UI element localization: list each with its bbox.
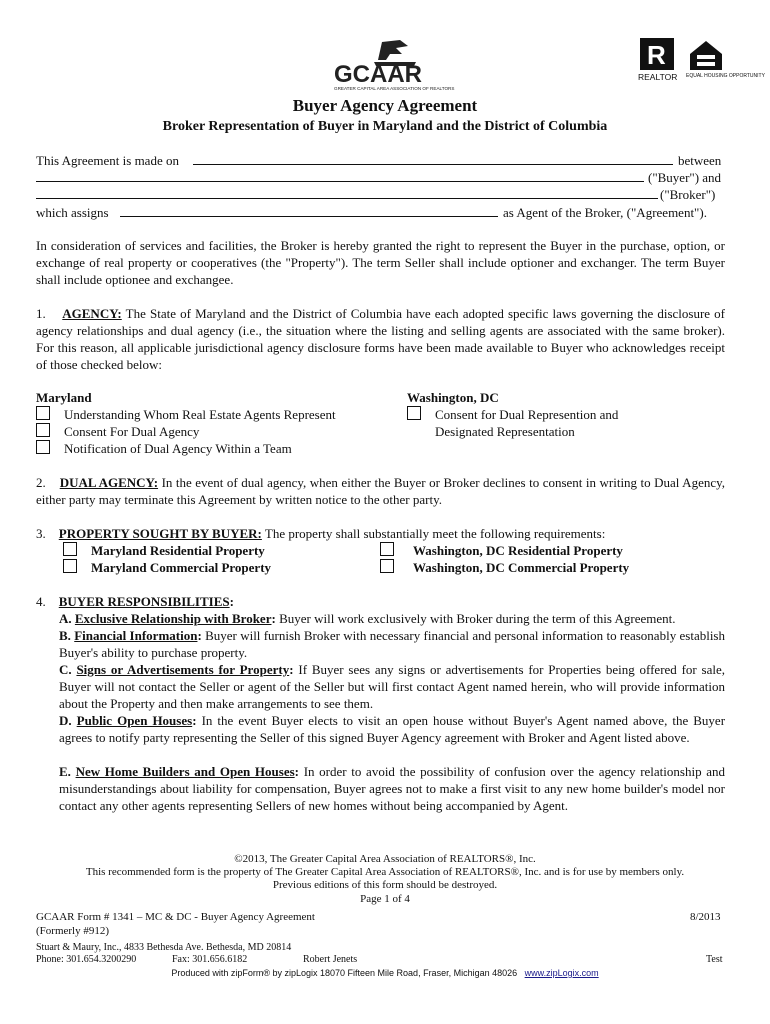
item-text: If Buyer sees any signs or advertisements for Properties being offered for sale, Buyer will not contact the Seller or agent of the Seller but will first contact Agent named herein, who will provide information about the Property and then make arrangements to see them.	[59, 662, 726, 711]
checkbox-md-understanding[interactable]	[36, 406, 50, 420]
section-text: In the event of dual agency, when either the Buyer or Broker declines to consent in writing to Dual Agency, either party may terminate this Agreement by written notice to the other party.	[36, 475, 726, 507]
buyer-name-field[interactable]	[36, 181, 644, 182]
office-phone: Phone: 301.654.3200290	[36, 954, 137, 965]
footer-copyright: ©2013, The Greater Capital Area Association of REALTORS®, Inc.	[234, 853, 536, 865]
responsibility-item-c: C. Signs or Advertisements for Property: If Buyer sees any signs or advertisements for Properties being offered for sale, Buyer will not contact the Seller or agent of the Seller but will first contact Agent named herein, who will provide information about the Property and then make arrangements to see them.	[59, 662, 726, 711]
item-title: Exclusive Relationship with Broker	[74, 611, 272, 626]
broker-name-field[interactable]	[36, 198, 658, 199]
checkbox-dc-commercial[interactable]	[380, 559, 394, 573]
maryland-heading: Maryland	[36, 390, 92, 405]
checkbox-dc-residential[interactable]	[380, 542, 394, 556]
md-disclosure-label: Notification of Dual Agency Within a Team	[64, 441, 292, 456]
section-heading: PROPERTY SOUGHT BY BUYER:	[58, 526, 262, 541]
item-text: In the event Buyer elects to visit an open house without Buyer's Agent named above, the Buyer agrees to notify party representing the Seller of this signed Buyer Agency agreement with Broker and Agent listed above.	[59, 713, 726, 745]
section-heading-colon: :	[229, 594, 234, 609]
dc-heading: Washington, DC	[407, 390, 499, 405]
section-buyer-responsibilities	[36, 593, 234, 610]
office-fax: Fax: 301.656.6182	[172, 954, 248, 965]
footer-property-notice: This recommended form is the property of The Greater Capital Area Association of REALTORS®, Inc. and is for use by members only.	[85, 866, 685, 878]
checkbox-md-residential[interactable]	[63, 542, 77, 556]
responsibility-item-a: A. Exclusive Relationship with Broker: Buyer will work exclusively with Broker during the term of this Agreement.	[59, 611, 676, 626]
property-option-label: Washington, DC Commercial Property	[413, 560, 630, 575]
checkbox-md-commercial[interactable]	[63, 559, 77, 573]
made-on-label: This Agreement is made on	[36, 153, 179, 168]
agent-name: Robert Jenets	[303, 954, 358, 965]
agent-name-field[interactable]	[120, 216, 498, 217]
footer-previous-editions: Previous editions of this form should be destroyed.	[272, 879, 498, 891]
section-number: 3.	[36, 526, 46, 541]
equal-housing-logo	[686, 38, 765, 84]
as-agent-label: as Agent of the Broker, ("Agreement").	[503, 205, 707, 220]
which-assigns-label: which assigns	[36, 205, 109, 220]
realtor-logo	[638, 38, 678, 82]
property-option-label: Washington, DC Residential Property	[413, 543, 623, 558]
section-text: The State of Maryland and the District of Columbia have each adopted specific laws governing the disclosure of agency relationships and dual agency (i.e., the situation where the listing and selling agents are associated with the same broker). For this reason, all applicable jurisdictional agency disclosure forms have been made available to Buyer who acknowledges receipt of those checked below:	[36, 306, 726, 372]
item-letter: D.	[59, 713, 72, 728]
md-disclosure-label: Understanding Whom Real Estate Agents Represent	[64, 407, 336, 422]
form-formerly: (Formerly #912)	[36, 925, 110, 937]
buyer-label: ("Buyer") and	[648, 170, 722, 185]
item-title: Public Open Houses	[76, 713, 193, 728]
section-number: 2.	[36, 475, 46, 490]
item-letter: C.	[59, 662, 72, 677]
produced-text: Produced with zipForm® by zipLogix 18070 Fifteen Mile Road, Fraser, Michigan 48026	[171, 968, 518, 978]
item-text: Buyer will work exclusively with Broker during the term of this Agreement.	[279, 611, 676, 626]
item-letter: E.	[59, 764, 71, 779]
section-dual-agency	[36, 474, 725, 508]
item-letter: B.	[59, 628, 71, 643]
checkbox-md-consent[interactable]	[36, 423, 50, 437]
property-option-label: Maryland Residential Property	[91, 543, 265, 558]
responsibility-item-e: E. New Home Builders and Open Houses: In order to avoid the possibility of confusion over the agency relationship and misunderstandings about liability for compensation, Buyer agrees not to make a first visit to any new home builder's model nor contact any other agents representing Sellers of new homes without being accompanied by Agent.	[59, 764, 726, 813]
section-number: 1.	[36, 306, 46, 321]
section-heading: DUAL AGENCY:	[59, 475, 159, 490]
item-letter: A.	[59, 611, 72, 626]
gcaar-logo-text: GCAAR	[334, 61, 422, 88]
section-text: The property shall substantially meet the following requirements:	[264, 526, 606, 541]
item-text: Buyer will furnish Broker with necessary financial and personal information to reasonably establish Buyer's ability to purchase property.	[59, 628, 725, 660]
page-title: Buyer Agency Agreement	[292, 96, 478, 115]
page-number: Page 1 of 4	[360, 893, 410, 905]
document-name: Test	[706, 954, 723, 965]
section-number: 4.	[36, 594, 46, 609]
checkbox-dc-consent[interactable]	[407, 406, 421, 420]
office-address: Stuart & Maury, Inc., 4833 Bethesda Ave. Bethesda, MD 20814	[36, 942, 292, 953]
responsibility-item-d: D. Public Open Houses: In the event Buyer elects to visit an open house without Buyer's Agent named above, the Buyer agrees to notify party representing the Seller of this signed Buyer Agency agreement with Broker and Agent listed above.	[59, 713, 726, 745]
item-text: In order to avoid the possibility of confusion over the agency relationship and misunderstandings about liability for compensation, Buyer agrees not to make a first visit to any new home builder's model nor contact any other agents representing Sellers of new homes without being accompanied by Agent.	[59, 764, 726, 813]
responsibility-item-b: B. Financial Information: Buyer will furnish Broker with necessary financial and personal information to reasonably establish Buyer's ability to purchase property.	[59, 628, 725, 660]
dc-disclosure-label-cont: Designated Representation	[435, 424, 575, 439]
property-option-label: Maryland Commercial Property	[91, 560, 272, 575]
between-label: between	[678, 153, 722, 168]
form-date: 8/2013	[690, 911, 721, 923]
produced-with	[0, 967, 770, 979]
ziplogix-link[interactable]: www.zipLogix.com	[524, 968, 599, 978]
gcaar-logo-subtext: GREATER CAPITAL AREA ASSOCIATION OF REALTORS	[334, 86, 455, 91]
item-title: New Home Builders and Open Houses	[75, 764, 295, 779]
consideration-paragraph: In consideration of services and facilities, the Broker is hereby granted the right to represent the Buyer in the purchase, option, or exchange of real property or cooperatives (the "Property"). The term Seller shall include optioner and exchanger. The term Buyer shall include optionee and exchangee.	[36, 238, 725, 287]
section-heading: BUYER RESPONSIBILITIES	[58, 594, 230, 609]
section-property-sought	[36, 525, 605, 542]
broker-label: ("Broker")	[660, 187, 716, 202]
item-title: Signs or Advertisements for Property	[76, 662, 290, 677]
section-agency	[36, 305, 725, 373]
page-subtitle: Broker Representation of Buyer in Maryland and the District of Columbia	[162, 119, 608, 134]
item-title: Financial Information	[74, 628, 198, 643]
agreement-date-field[interactable]	[193, 164, 673, 165]
svg-text:R: R	[647, 40, 666, 70]
realtor-label: REALTOR	[638, 72, 678, 82]
section-heading: AGENCY:	[62, 306, 122, 321]
md-disclosure-label: Consent For Dual Agency	[64, 424, 200, 439]
gcaar-logo	[330, 36, 455, 92]
dc-disclosure-label: Consent for Dual Represention and	[435, 407, 619, 422]
form-id: GCAAR Form # 1341 – MC & DC - Buyer Agency Agreement	[36, 911, 315, 923]
checkbox-md-notification[interactable]	[36, 440, 50, 454]
equal-housing-label: EQUAL HOUSING OPPORTUNITY	[686, 73, 765, 79]
